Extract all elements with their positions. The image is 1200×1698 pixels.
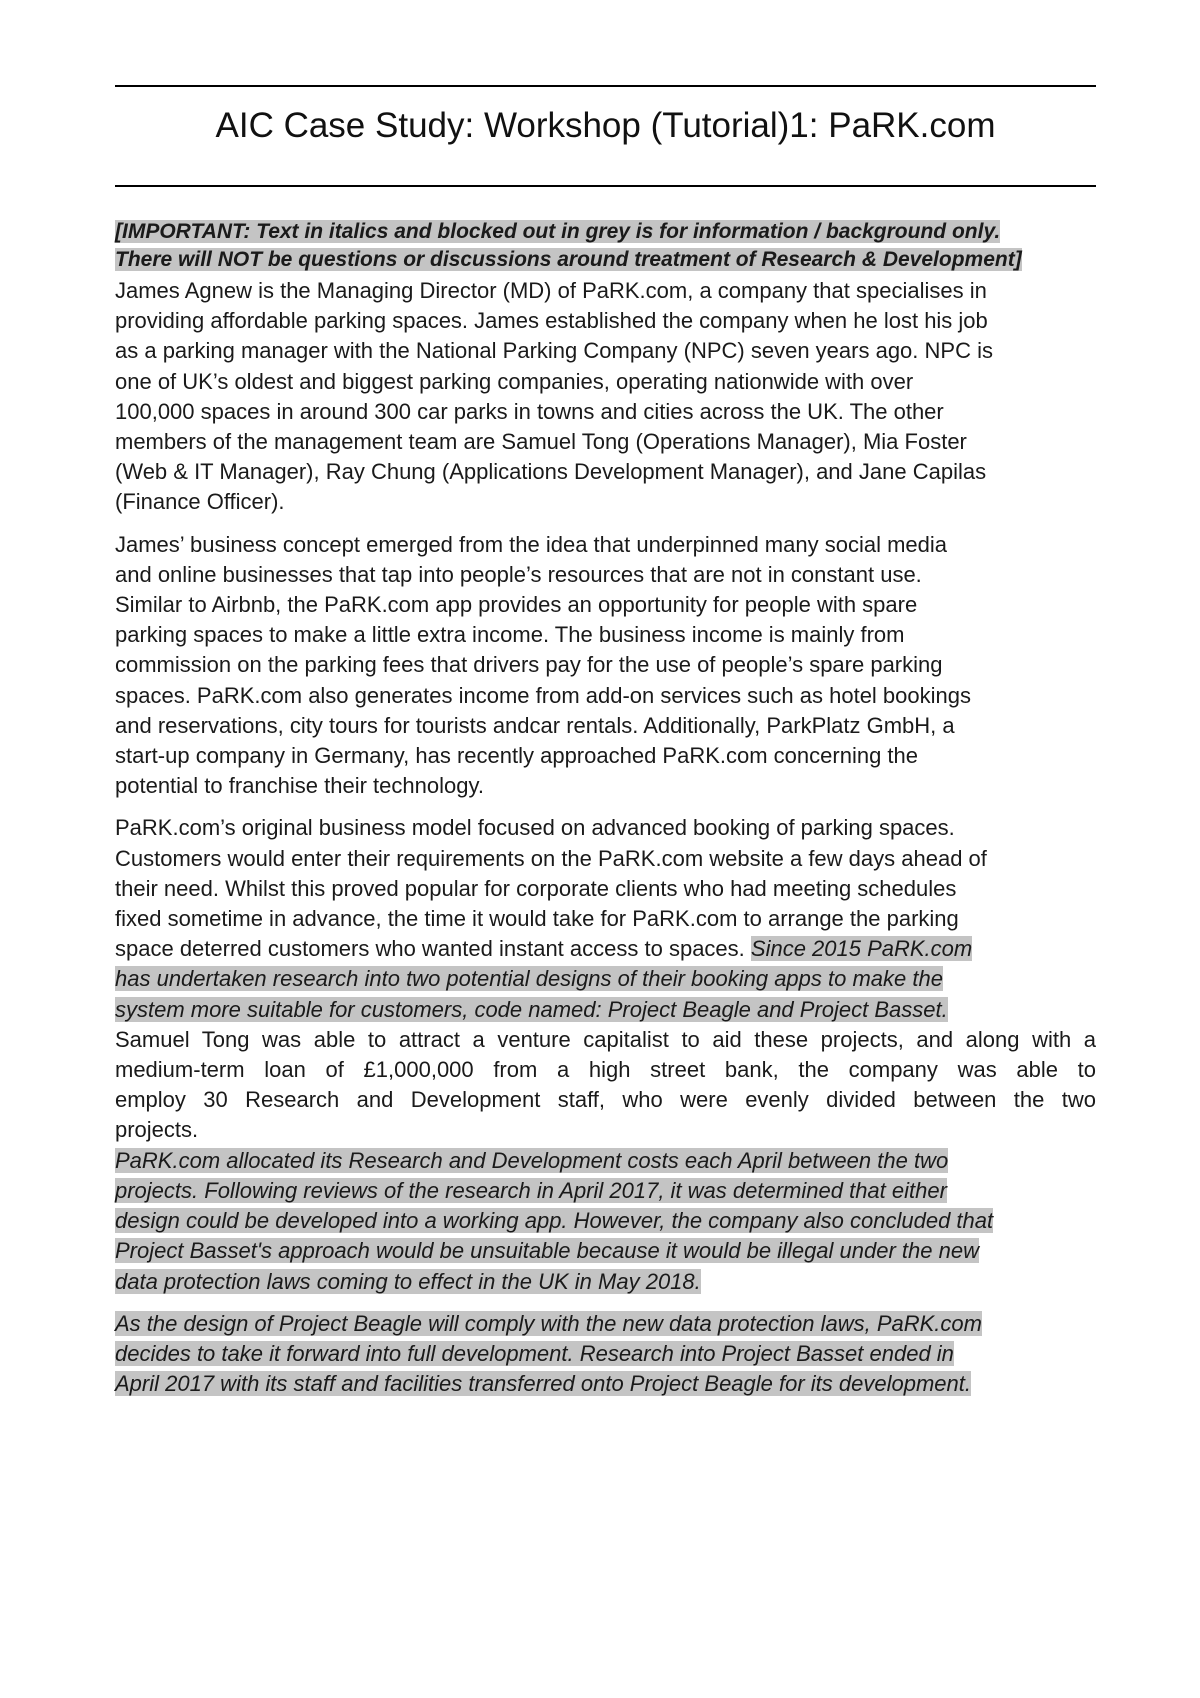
text-line: Customers would enter their requirements on the PaRK.com website a few days ahead of (115, 845, 987, 871)
paragraph-project-beagle (115, 1309, 1096, 1400)
text-line (115, 934, 1096, 964)
top-rule (115, 85, 1096, 87)
highlighted-line: data protection laws coming to effect in the UK in May 2018. (115, 1268, 701, 1294)
document-title: AIC Case Study: Workshop (Tutorial)1: PaRK.com (215, 106, 996, 145)
text-line: their need. Whilst this proved popular for corporate clients who had meeting schedules (115, 875, 957, 901)
highlighted-line: April 2017 with its staff and facilities transferred onto Project Beagle for its development. (115, 1371, 971, 1397)
bottom-rule (115, 185, 1096, 187)
text-line: James Agnew is the Managing Director (MD) of PaRK.com, a company that specialises in (115, 278, 987, 303)
text-line: commission on the parking fees that drivers pay for the use of people’s spare parking (115, 652, 943, 678)
document-body (115, 218, 1096, 1399)
text-line: (Finance Officer). (115, 489, 285, 515)
text-line: medium-term loan of £1,000,000 from a high street bank, the company was able to (115, 1057, 1096, 1083)
paragraph-rd-allocation (115, 1146, 1096, 1297)
text-line: spaces. PaRK.com also generates income from add-on services such as hotel bookings (115, 682, 971, 708)
text-line: employ 30 Research and Development staff, who were evenly divided between the two (115, 1087, 1096, 1113)
highlighted-line: decides to take it forward into full development. Research into Project Basset ended in (115, 1340, 954, 1366)
note-line: There will NOT be questions or discussions around treatment of Research & Development] (115, 248, 1022, 271)
highlighted-line: projects. Following reviews of the research in April 2017, it was determined that either (115, 1177, 947, 1203)
paragraph-business-model (115, 813, 1096, 1145)
highlighted-line: design could be developed into a working app. However, the company also concluded that (115, 1208, 994, 1234)
text-line: fixed sometime in advance, the time it would take for PaRK.com to arrange the parking (115, 906, 959, 932)
highlighted-line: Project Basset's approach would be unsuitable because it would be illegal under the new (115, 1238, 979, 1264)
text-line: projects. (115, 1117, 199, 1143)
text-line: 100,000 spaces in around 300 car parks in towns and cities across the UK. The other (115, 398, 944, 424)
paragraph-management (115, 276, 1096, 518)
text-line: potential to franchise their technology. (115, 773, 484, 799)
note-line: [IMPORTANT: Text in italics and blocked out in grey is for information / background only. (115, 220, 1001, 243)
text-line: as a parking manager with the National Parking Company (NPC) seven years ago. NPC is (115, 338, 993, 364)
text-line: one of UK’s oldest and biggest parking companies, operating nationwide with over (115, 368, 914, 394)
text-line: providing affordable parking spaces. James established the company when he lost his job (115, 308, 988, 334)
text-line: start-up company in Germany, has recently approached PaRK.com concerning the (115, 743, 918, 769)
text-line: and reservations, city tours for tourists andcar rentals. Additionally, ParkPlatz GmbH, a (115, 712, 955, 738)
paragraph-business-concept (115, 530, 1096, 802)
highlighted-line: As the design of Project Beagle will comply with the new data protection laws, PaRK.com (115, 1310, 982, 1336)
text-line: parking spaces to make a little extra income. The business income is mainly from (115, 622, 905, 648)
highlighted-line: system more suitable for customers, code named: Project Beagle and Project Basset. (115, 996, 948, 1022)
text-line: members of the management team are Samuel Tong (Operations Manager), Mia Foster (115, 429, 967, 455)
text-line: Similar to Airbnb, the PaRK.com app provides an opportunity for people with spare (115, 592, 918, 618)
text-line: Samuel Tong was able to attract a venture capitalist to aid these projects, and along with a (115, 1026, 1096, 1052)
text-line: and online businesses that tap into people’s resources that are not in constant use. (115, 561, 922, 587)
text-line: PaRK.com’s original business model focused on advanced booking of parking spaces. (115, 815, 955, 841)
highlighted-segment: Since 2015 PaRK.com (750, 936, 973, 962)
important-note (115, 218, 1096, 274)
text-line: (Web & IT Manager), Ray Chung (Applications Development Manager), and Jane Capilas (115, 459, 987, 485)
highlighted-line: has undertaken research into two potential designs of their booking apps to make the (115, 966, 943, 992)
text-segment: space deterred customers who wanted instant access to spaces. (115, 936, 751, 962)
highlighted-line: PaRK.com allocated its Research and Development costs each April between the two (115, 1147, 949, 1173)
text-line: James’ business concept emerged from the idea that underpinned many social media (115, 531, 947, 557)
